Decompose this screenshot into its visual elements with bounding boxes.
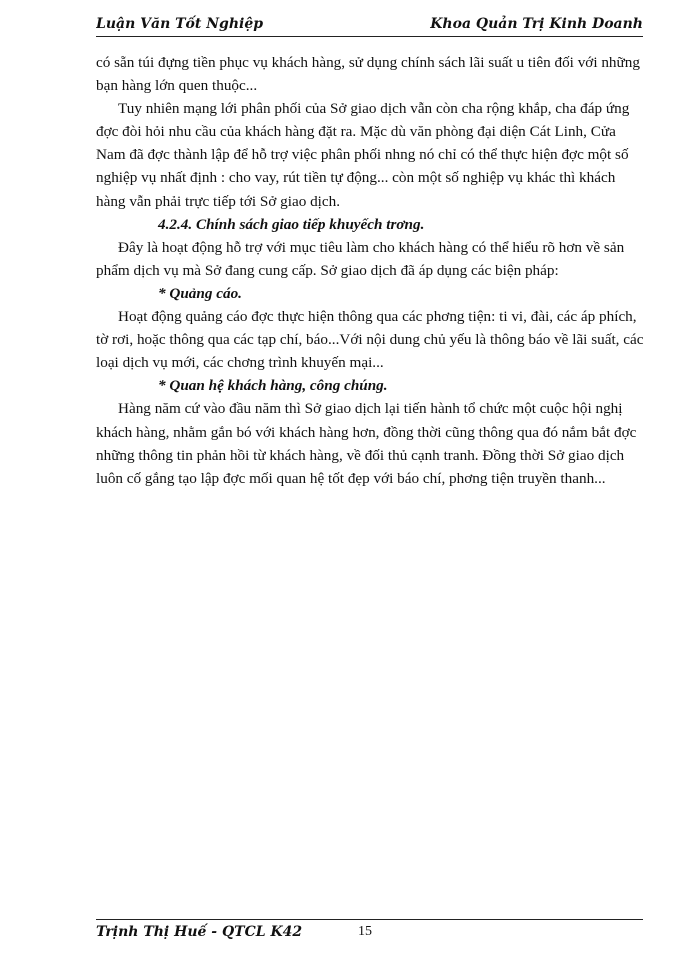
- paragraph: Đây là hoạt động hỗ trợ với mục tiêu làm cho khách hàng có thể hiểu rõ hơn về sản phẩm dịch vụ mà Sở đang cung cấp. Sở giao dịch đã áp dụng các biện pháp:: [96, 238, 625, 279]
- header-thesis-title: Luận Văn Tốt Nghiệp: [96, 16, 264, 32]
- page-header: [96, 14, 643, 37]
- paragraph: Hàng năm cứ vào đầu năm thì Sở giao dịch lại tiến hành tổ chức một cuộc hội nghị khách hàng, nhằm gắn bó với khách hàng hơn, đồng thời cũng thông qua đó nắm bắt đợc những thông tin phản hồi từ khách hàng, về đối thủ cạnh tranh. Đồng thời Sở giao dịch luôn cố gắng tạo lập đợc mối quan hệ tốt đẹp với báo chí, phơng tiện truyền thanh...: [96, 400, 637, 487]
- page-footer: [96, 924, 643, 944]
- page-body: [96, 51, 644, 490]
- paragraph: Hoạt động quảng cáo đợc thực hiện thông qua các phơng tiện: ti vi, đài, các áp phích, tờ rơi, hoặc thông qua các tạp chí, báo...Với nội dung chủ yếu là thông báo về lãi suất, các loại dịch vụ mới, các chơng trình khuyến mại...: [96, 308, 644, 372]
- header-faculty: Khoa Quản Trị Kinh Doanh: [430, 16, 643, 32]
- footer-divider: [96, 919, 643, 920]
- paragraph: có sẵn túi đựng tiền phục vụ khách hàng, sử dụng chính sách lãi suất u tiên đối với những bạn hàng lớn quen thuộc...: [96, 54, 640, 95]
- page-number: 15: [358, 924, 372, 939]
- footer-author: Trịnh Thị Huế - QTCL K42: [96, 924, 303, 940]
- paragraph: Tuy nhiên mạng lới phân phối của Sở giao dịch vẫn còn cha rộng khắp, cha đáp ứng đợc đòi hỏi nhu cầu của khách hàng đặt ra. Mặc dù văn phòng đại diện Cát Linh, Cửa Nam đã đợc thành lập để hỗ trợ việc phân phối nhng nó chỉ có thể thực hiện đợc một số nghiệp vụ nhất định : cho vay, rút tiền tự động... còn một số nghiệp vụ khác thì khách hàng vẫn phải trực tiếp tới Sở giao dịch.: [96, 100, 630, 210]
- section-heading: 4.2.4. Chính sách giao tiếp khuyếch trơng.: [158, 215, 425, 233]
- subsection-heading: * Quan hệ khách hàng, công chúng.: [158, 377, 388, 395]
- subsection-heading: * Quảng cáo.: [158, 284, 242, 302]
